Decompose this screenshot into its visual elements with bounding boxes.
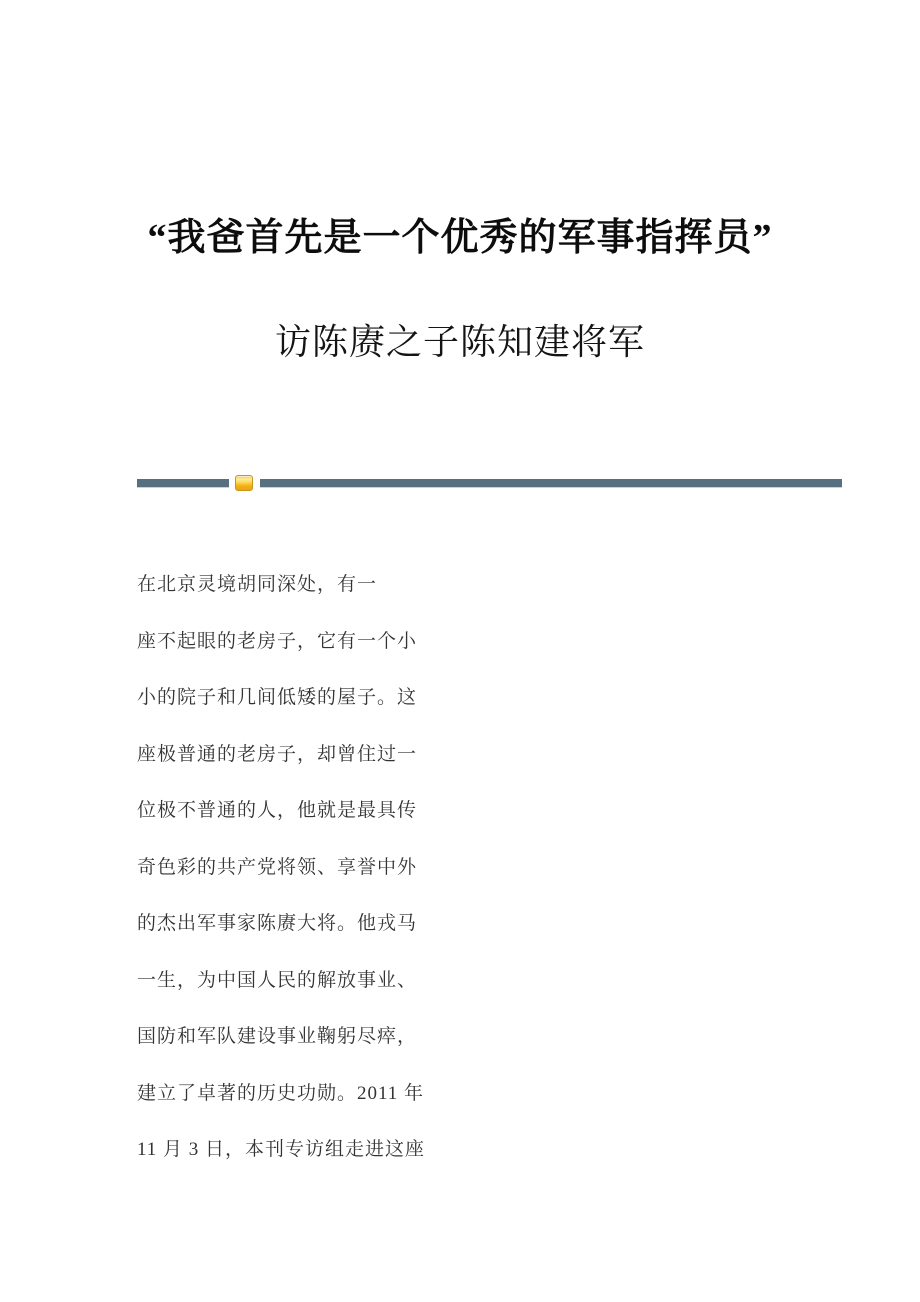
body-line: 座不起眼的老房子，它有一个小 bbox=[137, 630, 418, 652]
section-divider bbox=[137, 474, 842, 492]
article-title: “我爸首先是一个优秀的军事指挥员” bbox=[147, 217, 773, 259]
body-line: 国防和军队建设事业鞠躬尽瘁， bbox=[137, 1026, 418, 1047]
divider-bar-left bbox=[137, 479, 229, 487]
body-line: 建立了卓著的历史功勋。2011 年 bbox=[137, 1082, 425, 1104]
article-subtitle: 访陈赓之子陈知建将军 bbox=[274, 322, 645, 362]
body-line: 在北京灵境胡同深处，有一 bbox=[137, 574, 378, 595]
body-line: 奇色彩的共产党将领、享誉中外 bbox=[137, 856, 418, 878]
gold-button-icon bbox=[235, 475, 253, 491]
body-line: 小的院子和几间低矮的屋子。这 bbox=[137, 687, 418, 708]
body-line: 的杰出军事家陈赓大将。他戎马 bbox=[137, 913, 418, 934]
body-line: 座极普通的老房子，却曾住过一 bbox=[137, 743, 418, 765]
body-line: 位极不普通的人，他就是最具传 bbox=[137, 800, 418, 821]
article-body bbox=[137, 557, 457, 1179]
body-line: 一生，为中国人民的解放事业、 bbox=[137, 969, 418, 991]
body-line: 11 月 3 日，本刊专访组走进这座 bbox=[137, 1139, 426, 1160]
divider-bar-right bbox=[260, 479, 842, 487]
